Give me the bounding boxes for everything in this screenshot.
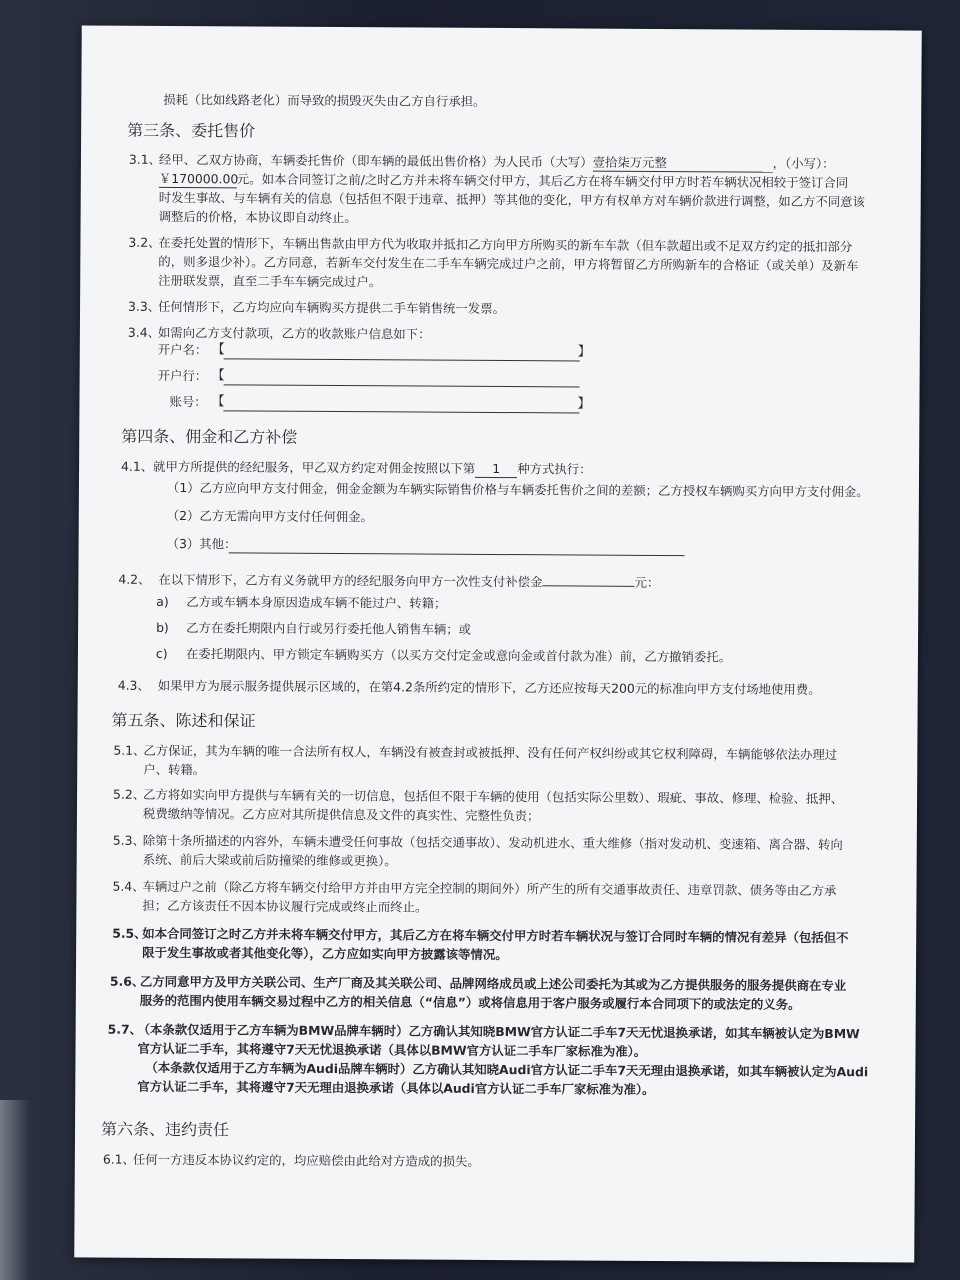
- clause-4-3: [118, 678, 821, 698]
- clause-text: 在以下情形下，乙方有义务就甲方的经纪服务向甲方一次性支付补偿金: [158, 571, 543, 590]
- heading-article4: 第四条、佣金和乙方补偿: [121, 426, 298, 447]
- clause-text: 元：: [634, 574, 660, 590]
- clause-5-4-line2: 担；乙方该责任不因本协议履行完成或终止而终止。: [142, 897, 428, 915]
- clause-5-1-num: 5.1、: [113, 742, 146, 758]
- bracket-close: 】: [577, 344, 591, 360]
- clause-text: ，（小写）：: [772, 155, 835, 172]
- clause-3-3-num: 3.3、: [128, 298, 161, 314]
- document-page: [74, 25, 922, 1262]
- clause-3-1-line1: [159, 152, 835, 173]
- clause-5-7-line4: 官方认证二手车，其将遵守7天无理由退换承诺（具体以Audi官方认证二手车厂家标准为准）。: [137, 1078, 655, 1097]
- clause-4-2-line1: [118, 572, 659, 591]
- option-3-label: （3）其他：: [166, 535, 237, 552]
- clause-5-6-num: 5.6、: [109, 973, 145, 989]
- clause-5-5-num: 5.5、: [112, 925, 147, 941]
- clause-4-1-line1: [153, 459, 592, 479]
- account-number-field[interactable]: [223, 394, 579, 413]
- clause-3-1-line3: 时发生事故、与车辆有关的信息（包括但不限于违章、抵押）等其他的变化，甲方有权单方对车辆价款进行调整，如乙方不同意该: [158, 189, 866, 210]
- heading-article6: 第六条、违约责任: [100, 1119, 230, 1140]
- clause-text: 种方式执行：: [517, 461, 592, 477]
- clause-3-2-line3: 注册联发票，直至二手车车辆完成过户。: [158, 272, 382, 290]
- clause-number: 4.3、: [117, 677, 150, 693]
- clause-3-1-line2: [159, 171, 848, 192]
- heading-article3: 第三条、委托售价: [127, 120, 256, 141]
- clause-3-2-line1: 在委托处置的情形下，车辆出售款由甲方代为收取并抵扣乙方向甲方所购买的新车车款（但车款超出或不足双方约定的抵扣部分: [158, 234, 853, 255]
- clause-6-1-num: 6.1、: [102, 1151, 136, 1167]
- clause-5-3-line1: 除第十条所描述的内容外，车辆未遭受任何事故（包括交通事故）、发动机进水、重大维修（指对发动机、变速箱、离合器、转向: [142, 832, 843, 853]
- bracket-open: 【: [211, 394, 225, 410]
- account-name-label: 开户名：: [157, 341, 208, 358]
- compensation-field[interactable]: [542, 585, 634, 587]
- item-b-label: b): [156, 619, 169, 635]
- item-c-label: c): [155, 645, 168, 661]
- clause-5-7-line2: 官方认证二手车，其将遵守7天无忧退换承诺（具体以BMW官方认证二手车厂家标准为准）。: [137, 1040, 647, 1059]
- price-number: ￥170000.00: [158, 170, 239, 187]
- clause-5-4-num: 5.4、: [112, 878, 145, 894]
- bracket-close: 】: [577, 396, 591, 412]
- clause-5-7-line1: （本条款仅适用于乙方车辆为BMW品牌车辆时）乙方确认其知晓BMW官方认证二手车7天无忧退换承诺，如其车辆被认定为BMW: [137, 1021, 860, 1042]
- clause-3-1-line4: 调整后的价格，本协议即自动终止。: [158, 208, 357, 226]
- bank-field[interactable]: [224, 368, 580, 387]
- option-1: （1）乙方应向甲方支付佣金，佣金金额为车辆实际销售价格与车辆委托售价之间的差额；乙方授权车辆购买方向甲方支付佣金。: [166, 479, 869, 500]
- clause-3-2-num: 3.2、: [128, 234, 161, 250]
- glare: [0, 1100, 30, 1280]
- clause-5-3-line2: 系统、前后大梁或前后防撞梁的维修或更换）。: [142, 851, 397, 869]
- clause-5-6-line1: 乙方同意甲方及甲方关联公司、生产厂商及其关联公司、品牌网络成员或上述公司委托为其或为乙方提供服务的服务提供商在专业: [139, 973, 847, 994]
- clause-3-4-line1: 如需向乙方支付款项，乙方的收款账户信息如下：: [157, 324, 431, 342]
- clause-5-3-num: 5.3、: [112, 832, 145, 848]
- option-3-field[interactable]: [229, 536, 685, 556]
- clause-3-1-num: 3.1、: [128, 151, 162, 167]
- clause-5-6-line2: 服务的范围内使用车辆交易过程中乙方的相关信息（“信息”）或将信息用于客户服务或履行本合同项下的或法定的义务。: [139, 992, 801, 1012]
- price-words: 壹拾柒万元整: [593, 155, 773, 173]
- clause-5-7-line3: （本条款仅适用于乙方车辆为Audi品牌车辆时）乙方确认其知晓Audi官方认证二手车7天无理由退换承诺，如其车辆被认定为Audi: [145, 1059, 869, 1080]
- clause-text: 就甲方所提供的经纪服务，甲乙双方约定对佣金按照以下第: [153, 458, 476, 476]
- clause-5-7-num: 5.7、: [107, 1021, 143, 1037]
- clause-5-2-num: 5.2、: [113, 786, 146, 802]
- intro-line: 损耗（比如线路老化）而导致的损毁灭失由乙方自行承担。: [163, 91, 486, 109]
- option-2: （2）乙方无需向甲方支付任何佣金。: [166, 507, 373, 525]
- bracket-open: 【: [211, 368, 225, 384]
- bank-label: 开户行：: [157, 367, 208, 384]
- item-a-label: a): [156, 593, 169, 609]
- clause-3-3-line1: 任何情形下，乙方均应向车辆购买方提供二手车销售统一发票。: [158, 298, 506, 317]
- account-name-field[interactable]: [224, 342, 580, 361]
- clause-5-4-line1: 车辆过户之前（除乙方将车辆交付给甲方并由甲方完全控制的期间外）所产生的所有交通事故责任、违章罚款、债务等由乙方承: [142, 878, 837, 899]
- heading-article5: 第五条、陈述和保证: [111, 710, 256, 731]
- clause-5-5-line2: 限于发生事故或者其他变化等），乙方应如实向甲方披露该等情况。: [142, 944, 508, 963]
- clause-6-1-line1: 任何一方违反本协议约定的，均应赔偿由此给对方造成的损失。: [132, 1151, 480, 1169]
- clause-text: 如果甲方为展示服务提供展示区域的，在第4.2条所约定的情形下，乙方还应按每天200元的标准向甲方支付场地使用费。: [157, 677, 821, 697]
- clause-text: 经甲、乙双方协商，车辆委托售价（即车辆的最低出售价格）为人民币（大写）: [158, 151, 593, 170]
- item-c-text: 在委托期限内、甲方锁定车辆购买方（以买方交付定金或意向金或首付款为准）前，乙方撤销委托。: [185, 646, 732, 665]
- clause-5-1-line1: 乙方保证，其为车辆的唯一合法所有权人，车辆没有被查封或被抵押、没有任何产权纠纷或其它权利障碍，车辆能够依法办理过: [143, 742, 838, 763]
- clause-4-1-num: 4.1、: [121, 458, 154, 474]
- clause-text: 元。如本合同签订之前/之时乙方并未将车辆交付甲方，其后乙方在将车辆交付甲方时若车辆状况相较于签订合同: [236, 171, 849, 191]
- clause-number: 4.2、: [118, 571, 151, 587]
- clause-5-2-line1: 乙方将如实向甲方提供与车辆有关的一切信息，包括但不限于车辆的使用（包括实际公里数）、瑕疵、事故、修理、检验、抵押、: [143, 786, 844, 807]
- clause-5-1-line2: 户、转籍。: [143, 761, 206, 778]
- item-a-text: 乙方或车辆本身原因造成车辆不能过户、转籍；: [186, 594, 447, 611]
- clause-3-2-line2: 的，则多退少补）。乙方同意，若新车交付发生在二手车车辆完成过户之前，甲方将暂留乙方所购新车的合格证（或关单）及新车: [158, 253, 859, 274]
- clause-5-5-line1: 如本合同签订之时乙方并未将车辆交付甲方，其后乙方在将车辆交付甲方时若车辆状况与签订合同时车辆的情况有差异（包括但不: [142, 925, 849, 946]
- item-b-text: 乙方在委托期限内自行或另行委托他人销售车辆；或: [186, 620, 472, 637]
- bracket-open: 【: [211, 342, 225, 358]
- method-number: 1: [475, 461, 517, 478]
- clause-5-2-line2: 税费缴纳等情况。乙方应对其所提供信息及文件的真实性、完整性负责；: [142, 805, 540, 824]
- account-number-label: 账号：: [169, 393, 207, 410]
- clause-3-4-num: 3.4、: [127, 324, 161, 340]
